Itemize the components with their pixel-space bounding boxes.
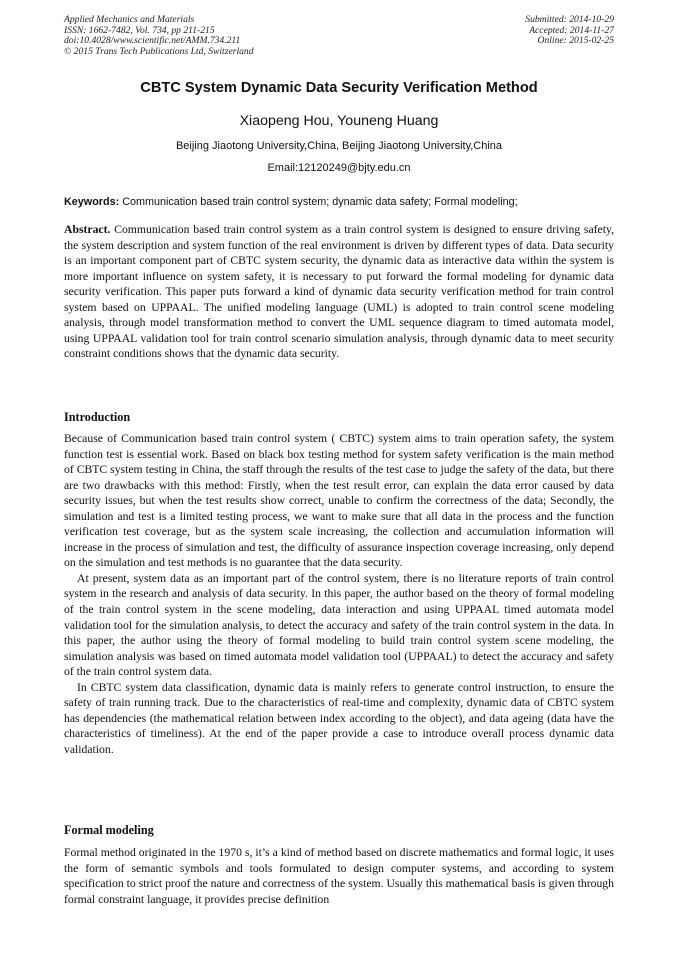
journal-name: Applied Mechanics and Materials — [64, 14, 195, 25]
issn-line: ISSN: 1662-7482, Vol. 734, pp 211-215 — [64, 24, 215, 36]
paper-title: CBTC System Dynamic Data Security Verification Method — [140, 80, 538, 96]
author-email: Email:12120249@bjty.edu.cn — [267, 162, 411, 174]
formal-modeling-body — [64, 845, 614, 907]
keywords-line — [64, 196, 624, 208]
introduction-body — [64, 431, 614, 757]
abstract-block — [64, 222, 614, 362]
publication-header — [64, 15, 614, 57]
online-date: Online: 2015-02-25 — [537, 35, 614, 47]
submitted-date: Submitted: 2014-10-29 — [525, 14, 614, 25]
journal-info — [64, 15, 254, 57]
copyright-line: © 2015 Trans Tech Publications Ltd, Switzerland — [64, 45, 254, 57]
paper-authors: Xiaopeng Hou, Youneng Huang — [239, 113, 439, 129]
keywords-text: Communication based train control system; dynamic data safety; Formal modeling; — [122, 196, 518, 208]
intro-paragraph-2: At present, system data as an important part of the control system, there is no literature reports of train control system in the research and analysis of data security. In this paper, the author based on the theory of formal modeling of the train control system in the scene modeling, data interaction and using UPPAAL timed automata model validation tool for the simulation analysis, to detect the accuracy and safety of the train control system in the data. In this paper, the author using the theory of formal modeling to build train control system scene modeling, the simulation analysis was based on timed automata model validation tool (UPPAAL) to detect the accuracy and safety of the train control system data. — [64, 571, 614, 679]
doi-line: doi:10.4028/www.scientific.net/AMM.734.211 — [64, 35, 241, 47]
submission-dates — [525, 15, 614, 57]
intro-paragraph-3: In CBTC system data classification, dynamic data is mainly refers to generate control instruction, to ensure the safety of train running track. Due to the characteristics of real-time and complexity, dynamic data of CBTC system has dependencies (the mathematical relation between index according to the object), and data ageing (data have the characteristics of timeliness). At the end of the paper provide a case to introduce overall process dynamic data validation. — [64, 680, 614, 756]
author-affiliation: Beijing Jiaotong University,China, Beijing Jiaotong University,China — [175, 140, 503, 152]
accepted-date: Accepted: 2014-11-27 — [529, 24, 614, 36]
intro-paragraph-1: Because of Communication based train control system ( CBTC) system aims to train operation safety, the system function test is essential work. Based on black box testing method for system safety verification is the main method of CBTC system testing in China, the staff through the results of the test case to judge the safety of the data, but there are two drawbacks with this method: Firstly, when the test result error, can explain the data error caused by data security issues, but when the test results show correct, unable to confirm the correctness of the data; Secondly, the simulation and test is a limited testing process, we want to make sure that all data in the process and the function verification test coverage, but as the system scale increasing, the collection and accumulation information will increase in the process of simulation and test, the difficulty of assurance inspection coverage increasing, only depend on the simulation and test methods is no guarantee that the data security. — [64, 432, 614, 570]
formal-modeling-paragraph-1: Formal method originated in the 1970 s, it’s a kind of method based on discrete mathematics and formal logic, it uses the form of semantic symbols and tools formulated to design computer systems, and according to system specification to strict proof the nature and correctness of the system. Usually this mathematical basis is given through formal constraint language, it provides precise definition — [64, 846, 614, 906]
abstract-text: Communication based train control system as a train control system is designed to ensure driving safety, the system description and system function of the real environment is driven by different types of data. Data security is an important component part of CBTC system security, the dynamic data as interactive data within the system is more important influence on system safety, it is necessary to put forward the formal modeling for dynamic data security verification. This paper puts forward a kind of dynamic data security verification method for train control system based on UPPAAL. The unified modeling language (UML) is adopted to train control scene modeling analysis, through model transformation method to convert the UML sequence diagram to timed automata model, using UPPAAL validation tool for train control scenario simulation analysis, through dynamic data to meet security constraint conditions shows that the dynamic data security. — [64, 223, 614, 361]
formal-modeling-heading: Formal modeling — [64, 823, 154, 837]
keywords-label: Keywords: — [64, 196, 120, 208]
introduction-heading: Introduction — [64, 410, 131, 424]
abstract-label: Abstract. — [64, 223, 111, 236]
